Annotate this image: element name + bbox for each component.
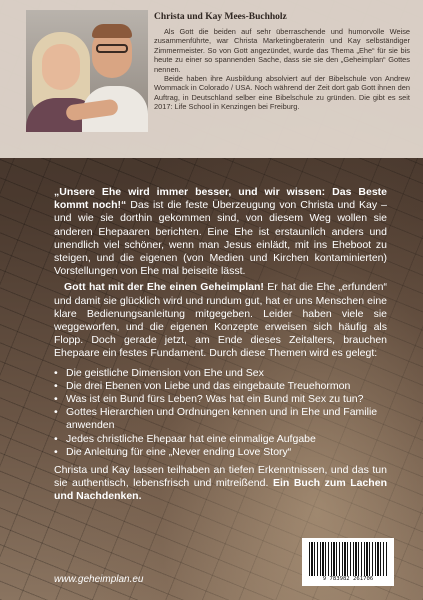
list-item: • Die drei Ebenen von Liebe und das eingebaute Treuehormon [54, 379, 351, 392]
blurb [54, 186, 387, 507]
website-url: www.geheimplan.eu [54, 574, 144, 585]
author-photo [26, 10, 148, 132]
bullet-icon: • [54, 445, 58, 458]
bullet-icon: • [54, 393, 58, 406]
bullet-icon: • [54, 432, 58, 445]
man-hair [92, 24, 132, 38]
blurb-paragraph-3 [54, 464, 387, 504]
glasses-icon [96, 44, 128, 53]
blurb-paragraph-2-text: Er hat die Ehe „erfunden“ und damit sie glücklich wird und rundum gut, hat er uns Menschen eine klare Bedienungsanleitung mitgegeben. Leider haben viele sie weggeworfen, und die eigenen Konzepte erweisen sich häufig als Flopp. Doch gerade jetzt, am Ende dieses Zeitalters, brauchen Ehepaare ein festes Fundament. Durch diese Themen wird es gelegt: [54, 281, 387, 360]
blurb-paragraph-3-text: Christa und Kay lassen teilhaben an tiefen Erkenntnissen, und das tun sie authentisch, lebensfrisch und mitreißend. [54, 464, 387, 490]
blurb-geheimplan-heading: Gott hat mit der Ehe einen Geheimplan! [64, 281, 264, 294]
blurb-paragraph-1 [54, 186, 387, 278]
bullet-icon: • [54, 406, 58, 419]
woman-face [42, 44, 80, 90]
barcode-icon [309, 542, 387, 576]
topic-list [54, 367, 387, 459]
bio-paragraph-1: Als Gott die beiden auf sehr überraschende und humorvolle Weise zusammenführte, war Christa Marketingberaterin und Kay selbständiger Zimmermeister. So von Gott angezündet, wurde das Thema „Ehe“ für sie bis heute zu einer so spannenden Sache, dass sie sie den „Geheimplan“ Gottes nennen. [154, 27, 410, 74]
list-item: • Die Anleitung für eine „Never ending Love Story“ [54, 445, 292, 458]
isbn-barcode [302, 538, 394, 586]
list-item: • Gottes Hierarchien und Ordnungen kennen und in Ehe und Familie anwenden [54, 406, 378, 432]
blurb-quote: „Unsere Ehe wird immer besser, und wir wissen: Das Beste kommt noch!“ [54, 186, 387, 212]
bullet-icon: • [54, 379, 58, 392]
list-item: • Die geistliche Dimension von Ehe und Sex [54, 366, 264, 379]
author-bio-panel [0, 0, 423, 158]
bullet-icon: • [54, 366, 58, 379]
author-names: Christa und Kay Mees-Buchholz [154, 12, 287, 22]
blurb-paragraph-2 [54, 281, 387, 360]
blurb-paragraph-1-text: Das ist die feste Überzeugung von Christa und Kay – und wie sie dorthin gekommen sind, von diesem Weg wollen sie anderen Ehepaaren berichten. Eine Ehe ist erstaunlich anders und unendlich viel schöner, wenn man Jesus einlädt, mit ins Eheboot zu steigen, und die eigenen (von Medien und Kirchen kontaminierten) Vorstellungen von Ehe mal beiseite lässt. [54, 199, 387, 278]
list-item: • Was ist ein Bund fürs Leben? Was hat ein Bund mit Sex zu tun? [54, 393, 364, 406]
list-item: • Jedes christliche Ehepaar hat eine einmalige Aufgabe [54, 432, 316, 445]
isbn-number: 9 783982 261706 [322, 576, 374, 582]
bio-paragraph-2: Beide haben ihre Ausbildung absolviert auf der Bibelschule von Andrew Wommack in Colorado / USA. Noch während der Zeit dort gab Gott ihnen den Auftrag, in Deutschland selber eine Bibelschule zu gründen. Die gibt es seit 2017: Life School in Kenzingen bei Freiburg. [154, 74, 410, 112]
author-bio [154, 12, 410, 112]
blurb-tagline: Ein Buch zum Lachen und Nachdenken. [54, 477, 387, 503]
